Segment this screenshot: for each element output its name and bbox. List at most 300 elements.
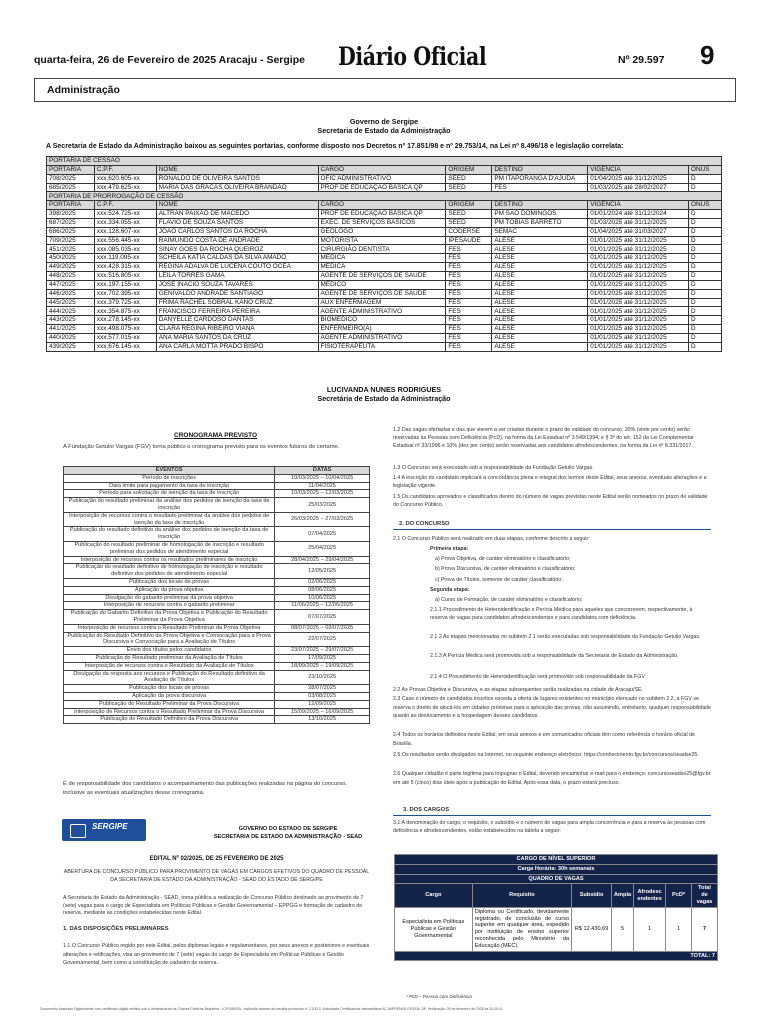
edital-sec: SECRETARIA DE ESTADO DA ADMINISTRAÇÃO - SEAD [213, 833, 363, 840]
column-header: DESTINO [492, 165, 588, 174]
table-row [47, 263, 722, 272]
table-cell: IPESAUDE [446, 236, 492, 245]
table-header-row [47, 201, 722, 210]
event-cell: Data limite para pagamento da taxa de inscrição [64, 482, 275, 490]
table-row [47, 307, 722, 316]
table-cell: 01/01/2025 até 31/12/2025 [588, 325, 689, 334]
item-2-1-b: b) Prova Discursiva, de caráter eliminatório e classificatório; [435, 566, 576, 572]
table-cell: D [689, 263, 722, 272]
table-cell: ANA MARIA SANTOS DA CRUZ [156, 333, 318, 342]
date-cell: 23/07/2025 – 29/07/2025 [275, 647, 370, 655]
table-cell: SEMAC [492, 227, 588, 236]
cronograma-row [64, 632, 370, 647]
date-cell: 12/05/2025 [275, 564, 370, 579]
table-cell: 01/03/2025 até 28/02/2027 [588, 183, 689, 192]
table-cell: JOAO CARLOS SANTOS DA ROCHA [156, 227, 318, 236]
table-cell: FES [446, 289, 492, 298]
table-cell: xxx.498.075-xx [94, 325, 156, 334]
event-cell: Publicação do Gabarito Definitivo da Prova Objetiva e Publicação do Resultado Preliminar da Prova Objetiva [64, 610, 275, 625]
table-cell: ALESE [492, 236, 588, 245]
cronograma-row [64, 564, 370, 579]
table-cell: D [689, 227, 722, 236]
table-cell: ALESE [492, 289, 588, 298]
band-quadro: QUADRO DE VAGAS [395, 874, 718, 884]
column-header: PORTARIA [47, 165, 95, 174]
table-cell: 01/04/2025 até 31/03/2027 [588, 227, 689, 236]
event-cell: Interposição de recursos contra o Resultado da Avaliação de Títulos [64, 662, 275, 670]
event-cell: Aplicação da prova objetiva [64, 586, 275, 594]
table-cell: SINAY GOES DA ROCHA QUEIROZ [156, 245, 318, 254]
date-cell: 28/04/2025 – 29/04/2025 [275, 556, 370, 564]
dates-header: DATAS [275, 467, 370, 475]
item-2-1-3: 2.1.3 A Perícia Médica será promovida sob a responsabilidade da Secretaria de Estado da Administração. [430, 653, 679, 659]
item-2-3: 2.3 Caso o número de candidatos inscritos exceda a oferta de lugares existentes no município elencado no subitem 2.2, a FGV se reserva o direito de alocá-los em cidades próximas para a aplicação das provas, não assumindo, entretanto, qualquer responsabilidade quanto ao deslocamento e à hospedagem desses candidatos. [393, 696, 711, 719]
table-cell: 447/2025 [47, 280, 95, 289]
table-cell: FISIOTERAPEUTA [318, 342, 446, 351]
cargos-column-header: Total de vagas [692, 884, 718, 907]
event-cell: Publicação do resultado preliminar de homologação de inscrição e resultado preliminar dos pedidos de atendimento especial [64, 541, 275, 556]
section-2-rule [393, 529, 711, 530]
table-cell: 01/04/2025 até 31/12/2025 [588, 174, 689, 183]
table-cell: FRIMA RACHEL SOBRAL KANO CRUZ [156, 298, 318, 307]
table-cell: 685/2025 [47, 183, 95, 192]
table-section-row [47, 157, 722, 166]
section-2-heading: 2. DO CONCURSO [399, 521, 450, 527]
table-cell: 709/2025 [47, 236, 95, 245]
date-cell: 13/10/2025 [275, 716, 370, 724]
table-cell: AGENTE DE SERVIÇOS DE SAÚDE [318, 271, 446, 280]
cronograma-row [64, 482, 370, 490]
table-cell: 446/2025 [47, 289, 95, 298]
cargos-table [394, 854, 718, 961]
column-header: CARGO [318, 201, 446, 210]
table-cell: GEOLOGO [318, 227, 446, 236]
table-cell: ALESE [492, 325, 588, 334]
cronograma-row [64, 556, 370, 564]
cargos-column-header: Ampla [612, 884, 634, 907]
table-cell: 441/2025 [47, 325, 95, 334]
table-cell: 708/2025 [47, 174, 95, 183]
table-cell: PM ITAPORANGA D'AJUDA [492, 174, 588, 183]
cronograma-note: É de responsabilidade dos candidatos o acompanhamento das publicações realizadas na página do concurso, inclusive as eventuais atualizações desse cronograma. [63, 781, 347, 796]
cronograma-row [64, 670, 370, 685]
date-cell: 22/07/2025 [275, 632, 370, 647]
date-cell: 15/09/2025 – 16/09/2025 [275, 708, 370, 716]
event-cell: Publicação dos locais de provas [64, 578, 275, 586]
table-cell: FES [446, 254, 492, 263]
event-cell: Interposição de recursos contra o gabarito preliminar [64, 602, 275, 610]
signer-role: Secretária de Estado da Administração [317, 394, 451, 403]
event-cell: Período para solicitação de isenção da taxa de inscrição [64, 490, 275, 498]
table-cell: GENIVALDO ANDRADE SANTIAGO [156, 289, 318, 298]
event-cell: Publicação do Resultado Definitivo da Prova Discursiva [64, 716, 275, 724]
table-cell: 01/01/2025 até 31/12/2025 [588, 342, 689, 351]
pcd-footnote: * PcD – Pessoa com Deficiência [406, 994, 472, 999]
table-cell: 01/01/2025 até 31/12/2025 [588, 245, 689, 254]
cargos-cell: 1 [666, 907, 692, 951]
table-cell: 451/2025 [47, 245, 95, 254]
section-title: PORTARIA DE CESSÃO [47, 157, 722, 166]
cronograma-row [64, 586, 370, 594]
cargos-column-header: Requisito [472, 884, 571, 907]
header-date-line: quarta-feira, 26 de Fevereiro de 2025 Aracaju - Sergipe [34, 54, 305, 66]
date-cell: 23/10/2025 [275, 670, 370, 685]
table-cell: D [689, 325, 722, 334]
table-cell: D [689, 316, 722, 325]
cronograma-row [64, 602, 370, 610]
cronograma-row [64, 716, 370, 724]
table-cell: AGENTE ADMINISTRATIVO [318, 333, 446, 342]
date-cell: 11/06/2025 – 12/06/2025 [275, 602, 370, 610]
table-cell: 398/2025 [47, 210, 95, 219]
event-cell: Interposição de recursos contra o resultado preliminar da análise dos pedidos de isenção da taxa de inscrição [64, 512, 275, 527]
item-2-1: 2.1 O Concurso Público será realizado em duas etapas, conforme descrito a seguir: [393, 536, 590, 542]
table-cell: 439/2025 [47, 342, 95, 351]
table-cell: CLARA REGINA RIBEIRO VIANA [156, 325, 318, 334]
table-cell: xxx.085.035-xx [94, 245, 156, 254]
date-cell: 25/04/2025 [275, 541, 370, 556]
sergipe-logo [62, 819, 146, 841]
table-cell: D [689, 289, 722, 298]
table-cell: SEED [446, 174, 492, 183]
table-row [47, 289, 722, 298]
section-1-heading: 1. DAS DISPOSIÇÕES PRELIMINARES [63, 926, 169, 932]
table-row [47, 245, 722, 254]
table-cell: RONALDO DE OLIVEIRA SANTOS [156, 174, 318, 183]
cargos-column-header: Afrodesc endentes [634, 884, 666, 907]
cronograma-row [64, 647, 370, 655]
table-cell: D [689, 342, 722, 351]
item-1-5: 1.5 Os candidatos aprovados e classificados dentro do número de vagas previstas neste Edital serão nomeados no prazo de validade do Concurso Público. [393, 494, 708, 508]
item-2-6: 2.6 Qualquer cidadão é parte legítima para impugnar o Edital, devendo encaminhar e-mail para o endereço: concursoseadse25@fgv.br em até 5 (cinco) dias úteis após a publicação do Edital. Após essa data, o prazo estará precluso. [393, 771, 711, 786]
table-cell: AUX ENFERMAGEM [318, 298, 446, 307]
table-cell: ENFERMEIRO(A) [318, 325, 446, 334]
item-2-1-c: c) Prova de Títulos, somente de caráter classificatório; [435, 577, 563, 583]
cronograma-row [64, 685, 370, 693]
table-cell: 01/01/2025 até 31/12/2025 [588, 271, 689, 280]
cronograma-row [64, 490, 370, 498]
band-nivel: CARGO DE NÍVEL SUPERIOR [395, 855, 718, 865]
table-section-row [47, 192, 722, 201]
cargos-column-header: PcD* [666, 884, 692, 907]
event-cell: Aplicação da prova discursiva [64, 692, 275, 700]
table-cell: D [689, 218, 722, 227]
event-cell: Divulgação da resposta aos recursos e Publicação do Resultado definitivo da Avaliação de Títulos [64, 670, 275, 685]
column-header: VIGÊNCIA [588, 165, 689, 174]
table-cell: SCHEILA KATIA CALDAS DA SILVA AMADO [156, 254, 318, 263]
table-row [47, 271, 722, 280]
table-row [47, 210, 722, 219]
cronograma-table [63, 466, 370, 724]
table-cell: SEED [446, 218, 492, 227]
table-cell: xxx.676.145-xx [94, 342, 156, 351]
table-cell: 01/01/2025 até 31/12/2025 [588, 280, 689, 289]
table-row [47, 280, 722, 289]
section-title: PORTARIA DE PRORROGAÇÃO DE CESSÃO [47, 192, 722, 201]
cargos-cell: Diploma ou Certificado, devidamente registrado, de conclusão de curso superior em qualquer área, expedido por instituição de ensino superior reconhecida pelo Ministério da Educação (MEC). [472, 907, 571, 951]
table-cell: AGENTE DE SERVIÇOS DE SAÚDE [318, 289, 446, 298]
table-cell: ALESE [492, 263, 588, 272]
portarias-table [46, 156, 722, 352]
item-2-1-1: 2.1.1 Procedimento de Heteroidentificação e Perícia Médica para aqueles que concorrerem, respectivamente, à reserva de vagas para candidatos afrodescendentes e para candidatos com deficiência. [430, 607, 693, 621]
table-row [47, 183, 722, 192]
section-bar [34, 78, 736, 102]
table-cell: 01/01/2024 até 31/12/2024 [588, 210, 689, 219]
table-cell: SEED [446, 210, 492, 219]
table-cell: D [689, 271, 722, 280]
table-row [47, 333, 722, 342]
table-cell: xxx.379.725-xx [94, 298, 156, 307]
table-cell: ALESE [492, 298, 588, 307]
table-cell: D [689, 307, 722, 316]
event-cell: Publicação do Resultado Definitivo da Prova Objetiva e Convocação para a Prova Discursiva e Convocação para a Avaliação de Títulos [64, 632, 275, 647]
column-header: ÔNUS [689, 201, 722, 210]
item-1-4: 1.4 A inscrição do candidato implicará a concordância plena e integral dos termos deste Edital, seus anexos, eventuais alterações e a legislação vigente. [393, 475, 707, 489]
item-2-1-2: 2.1.2 As etapas mencionadas no subitem 2.1 serão executadas sob responsabilidade da Fundação Getulio Vargas. [430, 634, 701, 640]
table-row [47, 236, 722, 245]
column-header: ORIGEM [446, 201, 492, 210]
table-cell: xxx.524.725-xx [94, 210, 156, 219]
cronograma-row [64, 624, 370, 632]
table-cell: xxx.278.145-xx [94, 316, 156, 325]
column-header: ÔNUS [689, 165, 722, 174]
table-row [47, 342, 722, 351]
table-cell: 450/2025 [47, 254, 95, 263]
edital-intro: A Secretaria de Estado da Administração - SEAD, torna pública a realização de Concurso Público destinado ao provimento de 7 (sete) vagas para o cargo de Especialista em Políticas Públicas e Gestão Governamental – EPPGG e formação de cadastro de reserva, mediante as condições estabelecidas neste Edital. [63, 895, 364, 916]
table-cell: ALESE [492, 342, 588, 351]
table-cell: FES [446, 271, 492, 280]
event-cell: Publicação do resultado preliminar da análise dos pedidos de isenção da taxa de inscrição [64, 498, 275, 513]
event-cell: Divulgação do gabarito preliminar da prova objetiva [64, 594, 275, 602]
table-cell: REGINA ADALVA DE LUCENA COUTO OCEA [156, 263, 318, 272]
table-cell: BIOMÉDICO [318, 316, 446, 325]
date-cell: 11/04/2025 [275, 482, 370, 490]
segunda-etapa: Segunda etapa: [430, 587, 470, 593]
table-cell: xxx.354.875-xx [94, 307, 156, 316]
table-cell: 440/2025 [47, 333, 95, 342]
cronograma-row [64, 610, 370, 625]
table-header-row [47, 165, 722, 174]
date-cell: 07/07/2025 [275, 610, 370, 625]
column-header: CARGO [318, 165, 446, 174]
logo-text: SERGIPE [92, 822, 128, 831]
table-cell: CIRURGIÃO DENTISTA [318, 245, 446, 254]
event-cell: Interposição de recursos contra os resultados preliminares de inscrição [64, 556, 275, 564]
table-cell: D [689, 245, 722, 254]
cargos-cell: R$ 12.430,69 [572, 907, 612, 951]
table-cell: RAIMUNDO COSTA DE ANDRADE [156, 236, 318, 245]
table-cell: xxx.334.055-xx [94, 218, 156, 227]
table-cell: FES [492, 183, 588, 192]
table-cell: FES [446, 298, 492, 307]
cronograma-row [64, 662, 370, 670]
date-cell: 10/06/2025 [275, 594, 370, 602]
date-cell: 03/08/2025 [275, 692, 370, 700]
table-cell: 01/01/2025 até 31/12/2025 [588, 263, 689, 272]
table-cell: ALTRAN PAIXÃO DE MACEDO [156, 210, 318, 219]
table-cell: D [689, 298, 722, 307]
table-cell: FES [446, 280, 492, 289]
table-cell: 443/2025 [47, 316, 95, 325]
table-cell: 01/01/2025 até 31/12/2025 [588, 316, 689, 325]
coat-of-arms-icon [70, 824, 86, 838]
primeira-etapa: Primeira etapa: [430, 546, 469, 552]
table-cell: MÉDICA [318, 254, 446, 263]
column-header: C.P.F. [94, 201, 156, 210]
table-cell: D [689, 254, 722, 263]
table-cell: LEILA TORRES GAMA [156, 271, 318, 280]
band-carga: Carga Horária: 30h semanais [395, 864, 718, 874]
table-cell: PROF DE EDUCAÇÃO BÁSICA QP [318, 210, 446, 219]
column-header: NOME [156, 201, 318, 210]
event-cell: Publicação do resultado definitivo da análise dos pedidos de isenção da taxa de inscrição [64, 527, 275, 542]
table-cell: SEED [446, 183, 492, 192]
table-cell: FES [446, 307, 492, 316]
item-2-2: 2.2 As Provas Objetiva e Discursiva, e as etapas subsequentes serão realizadas na cidade de Aracaju/SE. [393, 687, 643, 693]
table-cell: 01/01/2025 até 31/12/2025 [588, 307, 689, 316]
table-cell: xxx.128.607-xx [94, 227, 156, 236]
item-2-4: 2.4 Todos os horários definidos neste Edital, em seus anexos e em comunicados oficiais têm como referência o horário oficial de Brasília. [393, 732, 695, 747]
table-cell: 01/01/2025 até 31/12/2025 [588, 333, 689, 342]
table-row [47, 325, 722, 334]
date-cell: 10/03/2025 – 10/04/2025 [275, 474, 370, 482]
date-cell: 26/03/2025 – 27/03/2025 [275, 512, 370, 527]
table-cell: MOTORISTA [318, 236, 446, 245]
table-cell: xxx.428.315-xx [94, 263, 156, 272]
cronograma-row [64, 700, 370, 708]
cargos-column-header: Subsídio [572, 884, 612, 907]
table-cell: FRANCISCO FERREIRA PEREIRA [156, 307, 318, 316]
page-number: 9 [700, 40, 715, 70]
table-cell: 448/2025 [47, 271, 95, 280]
table-cell: MÉDICO [318, 280, 446, 289]
cronograma-row [64, 692, 370, 700]
event-cell: Interposição de recursos contra o Resultado Preliminar da Prova Objetiva [64, 624, 275, 632]
table-row [47, 227, 722, 236]
table-cell: ALESE [492, 316, 588, 325]
item-1-2: 1.2 Das vagas ofertadas e das que vierem a ser criadas durante o prazo de validade do concurso, 20% (vinte por cento) serão reservadas às Pessoas com Deficiência (PcD), na forma da Lei Estadual nº 3.549/1994, e § 3º do art. 152 da Lei Complementar Estadual nº 33/1996 e 10% (dez por cento) serão reservadas aos candidatos afrodescendentes, na forma da Lei nº 8.331/2017. [393, 427, 694, 449]
table-cell: ALESE [492, 254, 588, 263]
table-cell: ALESE [492, 307, 588, 316]
table-cell: CODERSE [446, 227, 492, 236]
column-header: NOME [156, 165, 318, 174]
date-cell: 17/09/2025 [275, 654, 370, 662]
cronograma-row [64, 474, 370, 482]
cargos-cell: 1 [634, 907, 666, 951]
table-cell: D [689, 236, 722, 245]
table-cell: xxx.516.805-xx [94, 271, 156, 280]
event-cell: Interposição de Recursos contra o Resultado Preliminar da Prova Discursiva [64, 708, 275, 716]
table-cell: ALESE [492, 280, 588, 289]
org-heading [0, 117, 768, 135]
table-cell: FLAVIO DE SOUZA SANTOS [156, 218, 318, 227]
cronograma-row [64, 594, 370, 602]
table-row [47, 254, 722, 263]
event-cell: Publicação do Resultado preliminar da Avaliação de Títulos [64, 654, 275, 662]
item-2-5: 2.5 Os resultados serão divulgados na Internet, no seguinte endereço eletrônico: https://conhecimento.fgv.br/concursos/seadse25. [393, 752, 699, 758]
cargos-cell: Especialista em Políticas Públicas e Gestão Governamental [395, 907, 473, 951]
event-cell: Publicação dos locais de provas [64, 685, 275, 693]
table-cell: D [689, 333, 722, 342]
edital-title: EDITAL Nº 02/2025, DE 25 FEVEREIRO DE 2025 [149, 856, 284, 862]
cronograma-row [64, 541, 370, 556]
section-label: Administração [47, 84, 120, 96]
table-cell: FES [446, 333, 492, 342]
cronograma-title: CRONOGRAMA PREVISTO [174, 432, 258, 439]
table-cell: ALESE [492, 245, 588, 254]
table-cell: FES [446, 245, 492, 254]
newspaper-title: Diário Oficial [338, 42, 487, 71]
cronograma-row [64, 708, 370, 716]
column-header: VIGÊNCIA [588, 201, 689, 210]
table-cell: 01/01/2025 até 31/12/2025 [588, 289, 689, 298]
event-cell: Publicação do resultado definitivo de homologação de inscrição e resultado definitivo dos pedidos de atendimento especial [64, 564, 275, 579]
table-cell: xxx.556.445-xx [94, 236, 156, 245]
table-cell: 01/03/2025 até 31/12/2025 [588, 218, 689, 227]
item-2-1-a: a) Prova Objetiva, de caráter eliminatório e classificatório; [435, 556, 571, 562]
events-header: EVENTOS [64, 467, 275, 475]
table-cell: JOSE INACIO SOUZA TAVARES [156, 280, 318, 289]
table-cell: PROF DE EDUCAÇÃO BÁSICA QP [318, 183, 446, 192]
table-cell: xxx.119.095-xx [94, 254, 156, 263]
date-cell: 07/04/2025 [275, 527, 370, 542]
table-cell: xxx.702.395-xx [94, 289, 156, 298]
portarias-intro: A Secretaria de Estado da Administração baixou as seguintes portarias, conforme disposto nos Decretos nº 17.851/98 e nº 29.753/14, na Lei nº 8.496/18 e legislação correlata: [46, 143, 624, 150]
table-cell: FES [446, 342, 492, 351]
date-cell: 18/09/2025 – 19/09/2025 [275, 662, 370, 670]
table-cell: D [689, 174, 722, 183]
table-cell: xxx.197.155-xx [94, 280, 156, 289]
item-1-3: 1.3 O Concurso será executado sob a responsabilidade da Fundação Getulio Vargas. [393, 465, 594, 471]
signature-footer: Documento Assinado Digitalmente com certificado digital emitido sob a Infraestrutura de Chaves Públicas Brasileira - ICP-BRASIL, instituída através da medida provisória nº 2.200-2. Autoridade Certificadora intermediária AC IMPRENSA OFICIAL SP. Verificação: 25 de fevereiro de 2025 às 20:29:11 [40, 1007, 503, 1011]
signature-block [0, 385, 768, 403]
table-row [47, 174, 722, 183]
table-cell: AGENTE ADMINISTRATIVO [318, 307, 446, 316]
table-cell: MÉDICA [318, 263, 446, 272]
cronograma-intro: A Fundação Getulio Vargas (FGV) torna público o cronograma previsto para os eventos futuros do certame. [63, 444, 340, 450]
item-3-1: 3.1 A denominação do cargo, o requisito, o subsídio e o número de vagas para ampla concorrência e para a reserva às pessoas com deficiência e afrodescendentes, estão estabelecidos na tabela a seguir: [393, 820, 706, 834]
table-cell: ALESE [492, 271, 588, 280]
table-cell: 687/2025 [47, 218, 95, 227]
event-cell: Publicação do Resultado Preliminar da Prova Discursiva [64, 700, 275, 708]
cronograma-row [64, 654, 370, 662]
table-cell: xxx.620.605-xx [94, 174, 156, 183]
table-cell: FES [446, 316, 492, 325]
table-cell: FES [446, 325, 492, 334]
date-cell: 10/03/2025 – 12/03/2025 [275, 490, 370, 498]
event-cell: Período de inscrições [64, 474, 275, 482]
table-cell: PM TOBIAS BARRETO [492, 218, 588, 227]
table-row [47, 218, 722, 227]
item-2-2-a: a) Curso de Formação, de caráter eliminatório e classificatório; [435, 597, 583, 603]
edital-subtitle: ABERTURA DE CONCURSO PÚBLICO PARA PROVIMENTO DE VAGAS EM CARGOS EFETIVOS DO QUADRO DE PESSOAL DA SECRETARIA DE ESTADO DA ADMINISTRAÇÃO - SEAD DO ESTADO DE SERGIPE [63, 869, 370, 883]
table-cell: DANYELLE CARDOSO DANTAS [156, 316, 318, 325]
cronograma-row [64, 527, 370, 542]
column-header: C.P.F. [94, 165, 156, 174]
cargos-cell: 5 [612, 907, 634, 951]
cargos-cell: 7 [692, 907, 718, 951]
table-row [47, 316, 722, 325]
table-cell: FES [446, 263, 492, 272]
column-header: PORTARIA [47, 201, 95, 210]
date-cell: 12/09/2025 [275, 700, 370, 708]
item-2-1-4: 2.1.4 O Procedimento de Heteroidentificação será promovido sob responsabilidade da FGV. [430, 674, 646, 680]
table-cell: ALESE [492, 333, 588, 342]
edition-number: Nº 29.597 [618, 54, 665, 66]
cronograma-row [64, 512, 370, 527]
date-cell: 25/03/2025 [275, 498, 370, 513]
table-cell: D [689, 183, 722, 192]
